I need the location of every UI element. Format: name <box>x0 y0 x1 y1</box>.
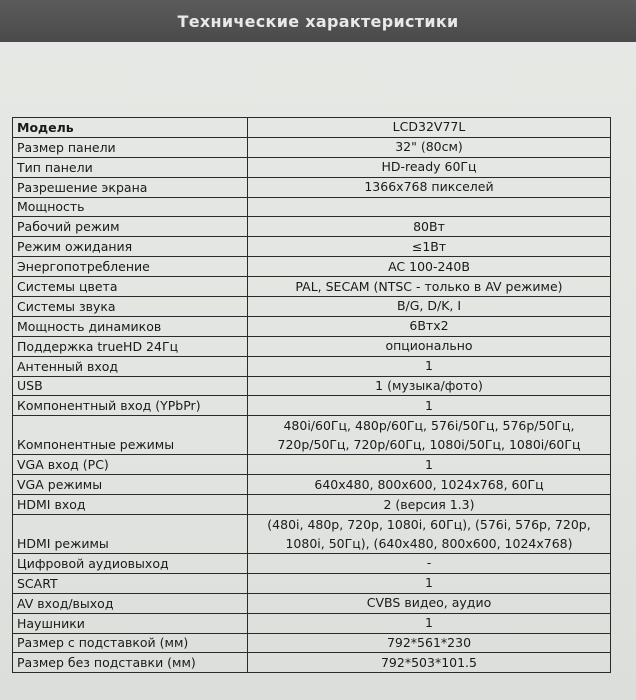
spec-value: 640x480, 800x600, 1024x768, 60Гц <box>248 475 611 495</box>
spec-row-operating-mode <box>13 217 611 237</box>
spec-label: VGA режимы <box>13 475 248 495</box>
spec-row-vga-modes <box>13 475 611 495</box>
spec-value: опционально <box>248 336 611 356</box>
spec-value: 32" (80см) <box>248 137 611 157</box>
spec-value: ≤1Вт <box>248 237 611 257</box>
spec-value <box>248 197 611 217</box>
spec-row-color-systems <box>13 277 611 297</box>
spec-label: AV вход/выход <box>13 593 248 613</box>
spec-row-av-io <box>13 593 611 613</box>
spec-label: Наушники <box>13 613 248 633</box>
spec-label: SCART <box>13 573 248 593</box>
spec-value: 1 <box>248 613 611 633</box>
spec-value: AC 100-240В <box>248 257 611 277</box>
spec-value: CVBS видео, аудио <box>248 593 611 613</box>
spec-value: 1 (музыка/фото) <box>248 376 611 396</box>
spec-value: PAL, SECAM (NTSC - только в AV режиме) <box>248 277 611 297</box>
spec-label: Модель <box>13 118 248 138</box>
spec-row-power-supply <box>13 257 611 277</box>
spec-row-sound-systems <box>13 297 611 317</box>
spec-label: HDMI режимы <box>13 515 248 554</box>
spec-row-vga-input <box>13 455 611 475</box>
spec-row-scart <box>13 573 611 593</box>
spec-label: Разрешение экрана <box>13 177 248 197</box>
spec-label: Мощность динамиков <box>13 316 248 336</box>
spec-value: 792*503*101.5 <box>248 653 611 673</box>
spec-value: 1 <box>248 455 611 475</box>
spec-value: B/G, D/K, I <box>248 297 611 317</box>
spec-row-model <box>13 118 611 138</box>
spec-row-standby <box>13 237 611 257</box>
spec-value: 80Вт <box>248 217 611 237</box>
spec-value: 1 <box>248 573 611 593</box>
spec-row-panel-size <box>13 137 611 157</box>
spec-row-digital-audio <box>13 554 611 574</box>
spec-table <box>12 117 611 673</box>
section-title: Технические характеристики <box>177 11 459 31</box>
section-header <box>0 0 636 42</box>
spec-row-power <box>13 197 611 217</box>
spec-label: Компонентный вход (YPbPr) <box>13 396 248 416</box>
spec-value: 792*561*230 <box>248 633 611 653</box>
spec-row-component-modes <box>13 416 611 455</box>
spec-value: 1366x768 пикселей <box>248 177 611 197</box>
spec-label: Размер без подставки (мм) <box>13 653 248 673</box>
spec-label: Размер с подставкой (мм) <box>13 633 248 653</box>
spec-row-speaker-power <box>13 316 611 336</box>
spec-label: Компонентные режимы <box>13 416 248 455</box>
spec-row-resolution <box>13 177 611 197</box>
spec-row-size-with-stand <box>13 633 611 653</box>
spec-label: VGA вход (PC) <box>13 455 248 475</box>
spec-value: 6Втх2 <box>248 316 611 336</box>
spec-label: Рабочий режим <box>13 217 248 237</box>
spec-row-headphones <box>13 613 611 633</box>
spec-row-hdmi-modes <box>13 515 611 554</box>
spec-value: 1 <box>248 356 611 376</box>
spec-row-hdmi-input <box>13 495 611 515</box>
spec-row-component-input <box>13 396 611 416</box>
spec-label: Мощность <box>13 197 248 217</box>
spec-label: Тип панели <box>13 157 248 177</box>
spec-value: 1 <box>248 396 611 416</box>
spec-value: (480i, 480р, 720р, 1080i, 60Гц), (576i, 576р, 720р, 1080i, 50Гц), (640x480, 800x600, 1024x768) <box>248 515 611 554</box>
spec-label: Системы цвета <box>13 277 248 297</box>
spec-value: 480i/60Гц, 480р/60Гц, 576i/50Гц, 576р/50Гц, 720р/50Гц, 720р/60Гц, 1080i/50Гц, 1080i/60Гц <box>248 416 611 455</box>
spec-label: Поддержка trueHD 24Гц <box>13 336 248 356</box>
spec-value: LCD32V77L <box>248 118 611 138</box>
spec-label: USB <box>13 376 248 396</box>
spec-row-truehd <box>13 336 611 356</box>
spec-value: 2 (версия 1.3) <box>248 495 611 515</box>
spec-label: Системы звука <box>13 297 248 317</box>
spec-row-panel-type <box>13 157 611 177</box>
spec-row-antenna <box>13 356 611 376</box>
spec-row-usb <box>13 376 611 396</box>
spec-value: - <box>248 554 611 574</box>
spec-label: Цифровой аудиовыход <box>13 554 248 574</box>
spec-value: HD-ready 60Гц <box>248 157 611 177</box>
spec-label: Энергопотребление <box>13 257 248 277</box>
spec-label: Режим ожидания <box>13 237 248 257</box>
spec-label: Антенный вход <box>13 356 248 376</box>
spec-label: HDMI вход <box>13 495 248 515</box>
spec-row-size-without-stand <box>13 653 611 673</box>
spec-label: Размер панели <box>13 137 248 157</box>
